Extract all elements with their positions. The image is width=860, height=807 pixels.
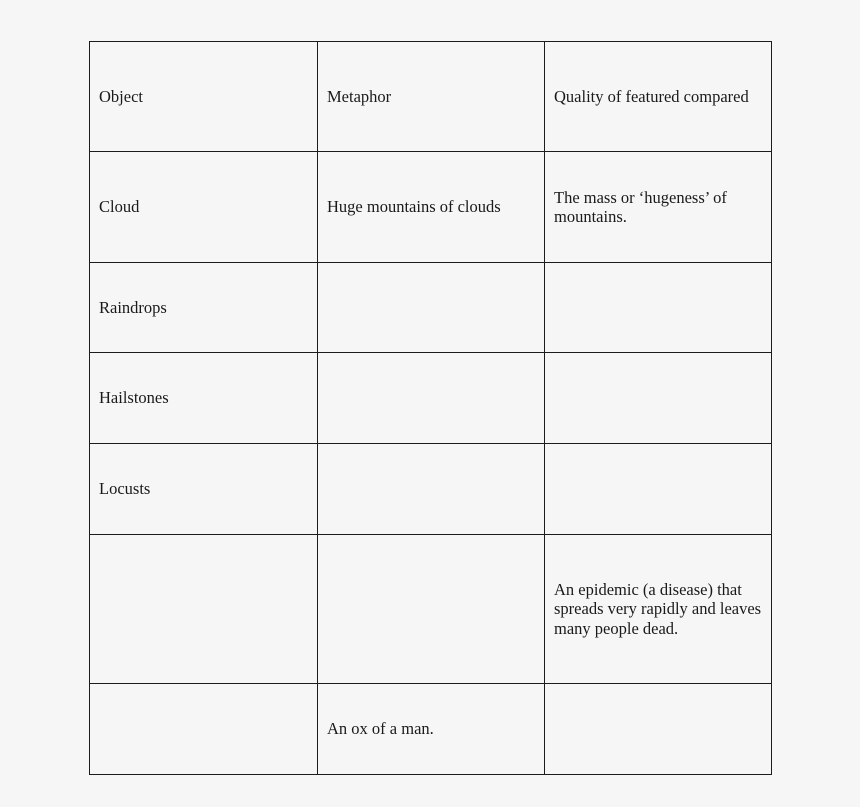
cell-metaphor bbox=[318, 535, 545, 684]
cell-object bbox=[90, 263, 318, 353]
metaphor-table-container bbox=[89, 41, 771, 767]
cell-metaphor bbox=[318, 684, 545, 775]
header-cell-object bbox=[90, 42, 318, 152]
cell-text-quality bbox=[554, 489, 762, 490]
cell-metaphor bbox=[318, 152, 545, 263]
cell-text-metaphor: An ox of a man. bbox=[327, 719, 434, 739]
cell-text-object: Cloud bbox=[99, 197, 140, 217]
table-row bbox=[90, 152, 772, 263]
cell-text-metaphor bbox=[327, 609, 535, 610]
cell-text-quality: An epidemic (a disease) that spreads very rapidly and leaves many people dead. bbox=[554, 579, 762, 638]
cell-text-object bbox=[99, 729, 308, 730]
cell-quality bbox=[545, 444, 772, 535]
cell-metaphor bbox=[318, 263, 545, 353]
cell-text-object: Hailstones bbox=[99, 388, 169, 408]
cell-object bbox=[90, 444, 318, 535]
cell-text-metaphor: Huge mountains of clouds bbox=[327, 197, 501, 217]
cell-object bbox=[90, 152, 318, 263]
cell-quality bbox=[545, 263, 772, 353]
header-label-object: Object bbox=[99, 86, 143, 106]
cell-text-quality bbox=[554, 729, 762, 730]
cell-text-quality bbox=[554, 398, 762, 399]
header-label-quality: Quality of featured compared bbox=[554, 86, 749, 106]
table-header-row bbox=[90, 42, 772, 152]
cell-quality bbox=[545, 353, 772, 444]
cell-text-object bbox=[99, 609, 308, 610]
metaphor-table bbox=[89, 41, 772, 775]
cell-text-metaphor bbox=[327, 398, 535, 399]
cell-quality bbox=[545, 684, 772, 775]
cell-text-object: Locusts bbox=[99, 479, 151, 499]
cell-quality bbox=[545, 152, 772, 263]
cell-metaphor bbox=[318, 353, 545, 444]
cell-text-metaphor bbox=[327, 307, 535, 308]
header-label-metaphor: Metaphor bbox=[327, 86, 392, 106]
cell-object bbox=[90, 684, 318, 775]
cell-text-quality bbox=[554, 307, 762, 308]
table-row bbox=[90, 353, 772, 444]
cell-object bbox=[90, 535, 318, 684]
table-row bbox=[90, 684, 772, 775]
cell-text-object: Raindrops bbox=[99, 297, 167, 317]
table-row bbox=[90, 444, 772, 535]
table-row bbox=[90, 263, 772, 353]
cell-text-metaphor bbox=[327, 489, 535, 490]
cell-text-quality: The mass or ‘hugeness’ of mountains. bbox=[554, 187, 727, 226]
cell-quality bbox=[545, 535, 772, 684]
cell-metaphor bbox=[318, 444, 545, 535]
header-cell-metaphor bbox=[318, 42, 545, 152]
header-cell-quality bbox=[545, 42, 772, 152]
cell-object bbox=[90, 353, 318, 444]
table-row bbox=[90, 535, 772, 684]
